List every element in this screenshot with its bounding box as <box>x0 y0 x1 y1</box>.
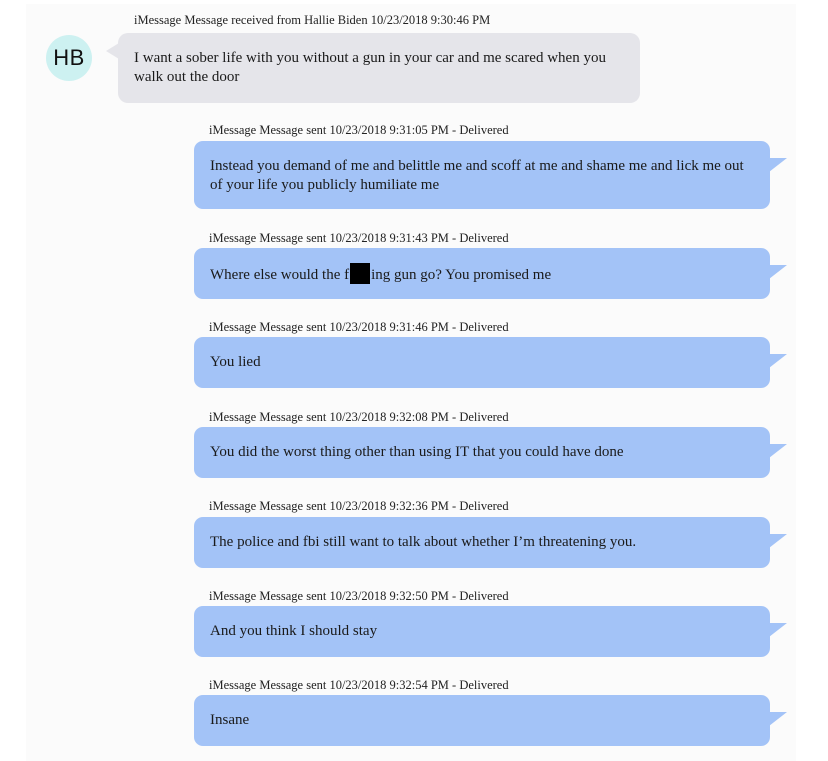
sent-message-bubble[interactable] <box>194 141 770 209</box>
sent-message-text-before-redaction: Where else would the f <box>210 266 350 283</box>
received-message-bubble[interactable] <box>118 33 640 103</box>
bubble-tail <box>769 444 787 458</box>
bubble-tail <box>106 43 119 59</box>
bubble-tail <box>769 354 787 368</box>
sent-message-bubble[interactable] <box>194 427 770 478</box>
sent-message-text <box>210 263 551 285</box>
sent-message-meta: iMessage Message sent 10/23/2018 9:32:08 PM - Delivered <box>209 410 509 424</box>
contact-avatar <box>46 35 92 81</box>
received-message-text: I want a sober life with you without a gun in your car and me scared when you walk out the door <box>134 50 606 85</box>
sent-message-text-after-redaction: ing gun go? You promised me <box>371 266 552 283</box>
sent-message-text: Insane <box>210 712 250 728</box>
sent-message-bubble[interactable] <box>194 517 770 568</box>
sent-message-meta: iMessage Message sent 10/23/2018 9:31:46 PM - Delivered <box>209 320 509 334</box>
sent-message-bubble[interactable] <box>194 337 770 388</box>
sent-message-meta: iMessage Message sent 10/23/2018 9:31:43 PM - Delivered <box>209 231 509 245</box>
contact-initials: HB <box>53 45 85 70</box>
sent-message-bubble[interactable] <box>194 248 770 299</box>
bubble-tail <box>769 534 787 548</box>
received-message-meta: iMessage Message received from Hallie Biden 10/23/2018 9:30:46 PM <box>134 13 491 27</box>
bubble-tail <box>769 712 787 726</box>
bubble-tail <box>769 158 787 172</box>
redaction-block <box>350 263 370 284</box>
sent-message-meta: iMessage Message sent 10/23/2018 9:32:54 PM - Delivered <box>209 678 509 692</box>
sent-message-text: And you think I should stay <box>210 623 378 639</box>
bubble-tail <box>769 265 787 279</box>
sent-message-text: Instead you demand of me and belittle me and scoff at me and shame me and lick me out of your life you publicly humiliate me <box>210 158 744 193</box>
sent-message-text: You lied <box>210 354 261 370</box>
sent-message-bubble[interactable] <box>194 606 770 657</box>
sent-message-text: The police and fbi still want to talk about whether I’m threatening you. <box>210 534 637 550</box>
sent-message-meta: iMessage Message sent 10/23/2018 9:32:36 PM - Delivered <box>209 499 509 513</box>
sent-message-text: You did the worst thing other than using IT that you could have done <box>210 444 624 460</box>
sent-message-bubble[interactable] <box>194 695 770 746</box>
sent-message-meta: iMessage Message sent 10/23/2018 9:32:50 PM - Delivered <box>209 589 509 603</box>
sent-message-meta: iMessage Message sent 10/23/2018 9:31:05 PM - Delivered <box>209 123 509 137</box>
bubble-tail <box>769 623 787 637</box>
